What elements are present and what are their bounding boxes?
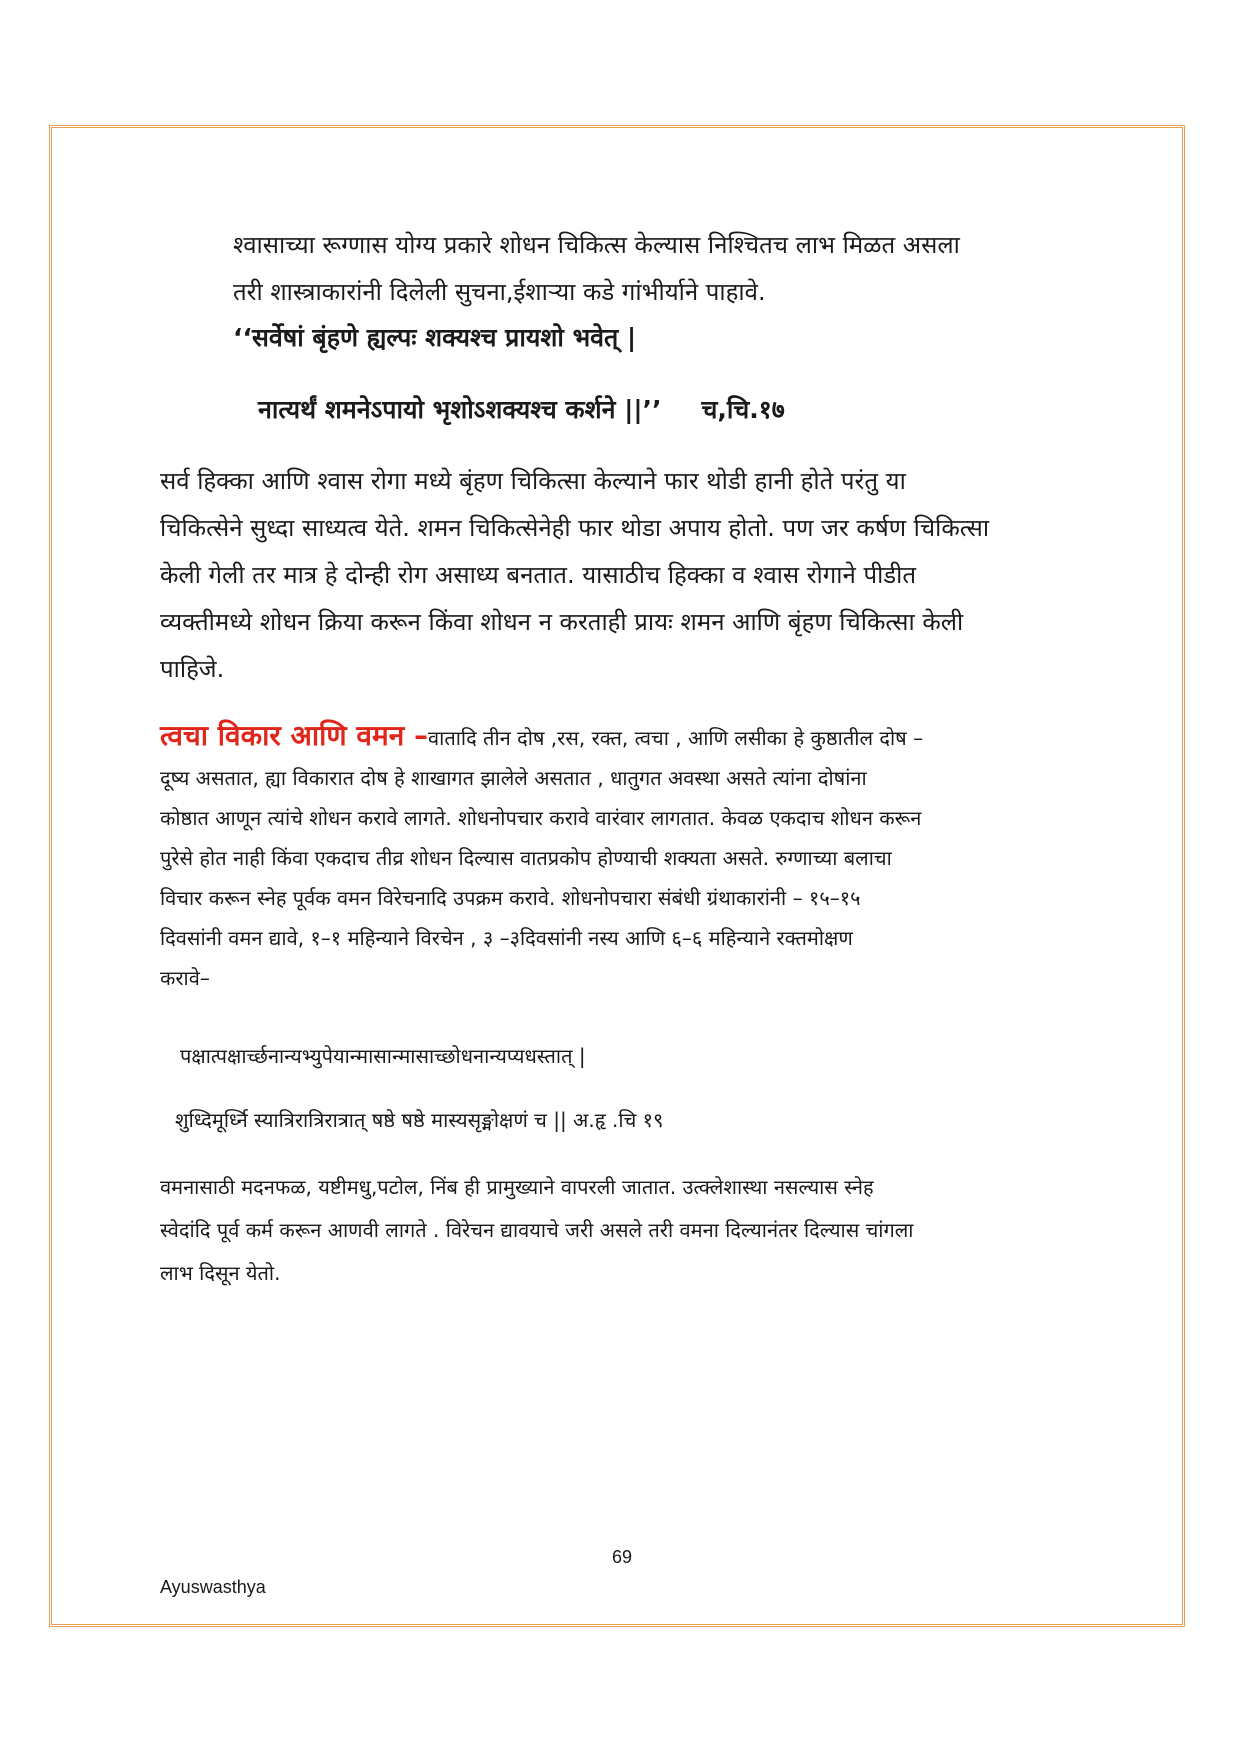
section-line: दिवसांनी वमन द्यावे, १–१ महिन्याने विरचेन , ३ –३दिवसांनी नस्य आणि ६–६ महिन्याने रक्तमोक्षण [160,926,853,950]
section-line: करावे– [160,966,210,990]
section-skin-disorders [160,716,923,998]
paragraph-line: सर्व हिक्का आणि श्वास रोगा मध्ये बृंहण चिकित्सा केल्याने फार थोडी हानी होते परंतु या [160,467,906,495]
verse-reference: च,चि.१७ [701,395,785,424]
footer-brand: Ayuswasthya [160,1577,266,1597]
section-line: पुरेसे होत नाही किंवा एकदाच तीव्र शोधन दिल्यास वातप्रकोप होण्याची शक्यता असते. रुग्णाच्या बलाचा [160,846,892,870]
paragraph-line: चिकित्सेने सुध्दा साध्यत्व येते. शमन चिकित्सेनेही फार थोडा अपाय होतो. पण जर कर्षण चिकित्सा [160,514,990,542]
verse-line-2-text: नात्यर्थं शमनेऽपायो भृशोऽशक्यश्च कर्शने ||’’ [258,395,662,424]
section-first-line [160,716,923,758]
page-number: 69 [612,1547,633,1567]
intro-line: तरी शास्त्राकारांनी दिलेली सुचना,ईशाऱ्या कडे गांभीर्याने पाहावे. [233,278,766,306]
intro-line: श्वासाच्या रूग्णास योग्य प्रकारे शोधन चिकित्स केल्यास निश्चितच लाभ मिळत असला [233,231,960,259]
paragraph-line: केली गेली तर मात्र हे दोन्ही रोग असाध्य बनतात. यासाठीच हिक्का व श्वास रोगाने पीडीत [160,561,917,589]
quote-line-2: शुध्दिमूर्ध्नि स्यात्रिरात्रिरात्रात् षष्ठे षष्ठे मास्यसृङ्मोक्षणं च || अ.हृ .चि १९ [175,1108,664,1132]
section-line: विचार करून स्नेह पूर्वक वमन विरेचनादि उपक्रम करावे. शोधनोपचारा संबंधी ग्रंथाकारांनी – १५–१५ [160,886,861,910]
paragraph-line: लाभ दिसून येतो. [160,1261,281,1285]
paragraph-2 [160,1166,913,1295]
intro-paragraph [233,222,960,316]
paragraph-line: पाहिजे. [160,655,225,683]
verse-line-1: ‘‘सर्वेषां बृंहणे ह्यल्पः शक्यश्च प्रायशो भवेत् | [233,323,637,352]
section-line: कोष्ठात आणून त्यांचे शोधन करावे लागते. शोधनोपचार करावे वारंवार लागतात. केवळ एकदाच शोधन करून [160,806,922,830]
paragraph-line: व्यक्तीमध्ये शोधन क्रिया करून किंवा शोधन न करताही प्रायः शमन आणि बृंहण चिकित्सा केली [160,608,964,636]
section-heading: त्वचा विकार आणि वमन – [160,719,429,752]
quote-line-1: पक्षात्पक्षार्च्छनान्यभ्युपेयान्मासान्मासाच्छोधनान्यप्यधस्तात् | [180,1044,586,1068]
paragraph-line: स्वेदांदि पूर्व कर्म करून आणवी लागते . विरेचन द्यावयाचे जरी असले तरी वमना दिल्यानंतर दिल्यास चांगला [160,1218,914,1242]
paragraph-1 [160,458,989,693]
verse-line-2 [258,392,785,426]
section-line: वातादि तीन दोष ,रस, रक्त, त्वचा , आणि लसीका हे कुष्ठातील दोष – [428,726,924,750]
paragraph-line: वमनासाठी मदनफळ, यष्टीमधु,पटोल, निंब ही प्रामुख्याने वापरली जातात. उत्क्लेशास्था नसल्यास स्नेह [160,1175,874,1199]
section-line: दूष्य असतात, ह्या विकारात दोष हे शाखागत झालेले असतात , धातुगत अवस्था असते त्यांना दोषांना [160,766,867,790]
